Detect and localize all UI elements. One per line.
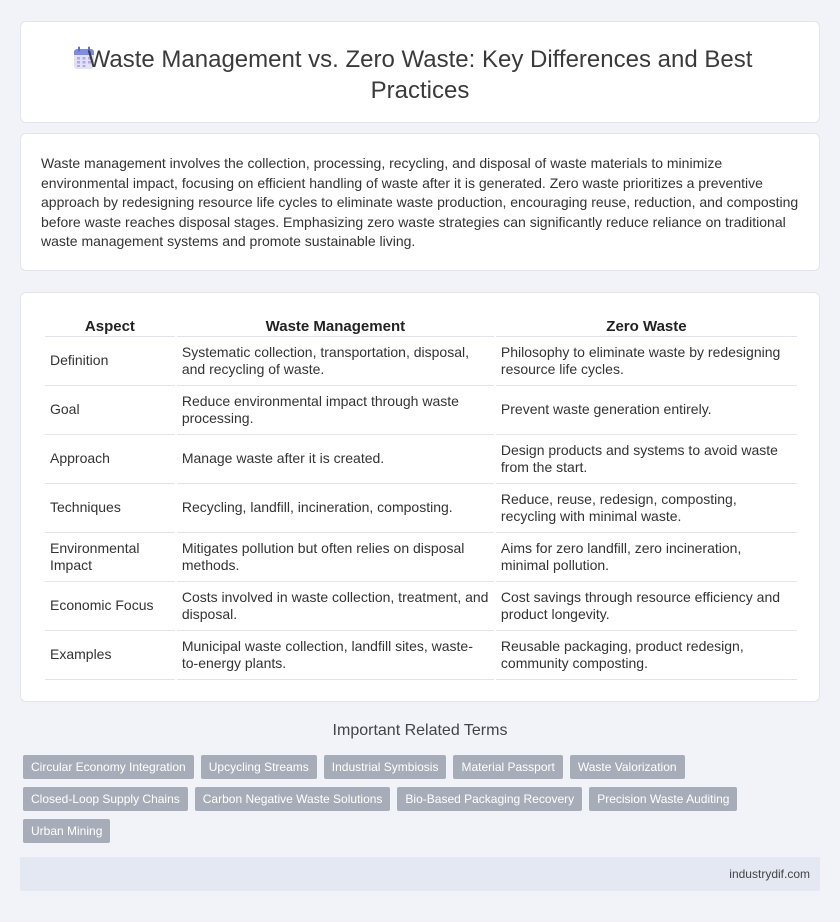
- related-terms-title: Important Related Terms: [332, 722, 508, 739]
- table-row: [45, 631, 797, 680]
- tag-row: [20, 819, 820, 851]
- tag-link[interactable]: Circular Economy Integration: [23, 755, 194, 779]
- tag-link[interactable]: Bio-Based Packaging Recovery: [397, 787, 582, 811]
- table-row: [45, 435, 797, 484]
- footer: [20, 857, 820, 891]
- tag-link[interactable]: Precision Waste Auditing: [589, 787, 737, 811]
- comparison-card: [20, 292, 820, 702]
- intro-paragraph: Waste management involves the collection, processing, recycling, and disposal of waste materials to minimize environmental impact, focusing on efficient handling of waste after it is generated. Zero waste prioritizes a preventive approach by redesigning resource life cycles to eliminate waste production, encouraging reuse, reduction, and composting before waste reaches disposal stages. Emphasizing zero waste strategies can significantly reduce reliance on traditional waste management systems and promote sustainable living.: [41, 155, 799, 250]
- tag-row: [20, 787, 820, 819]
- waste-management-cell: Reduce environmental impact through waste processing.: [177, 386, 494, 435]
- tag-link[interactable]: Upcycling Streams: [201, 755, 317, 779]
- table-row: [45, 386, 797, 435]
- zero-waste-cell: Reusable packaging, product redesign, community composting.: [496, 631, 797, 680]
- aspect-cell: Definition: [45, 337, 175, 386]
- table-row: [45, 533, 797, 582]
- aspect-cell: Goal: [45, 386, 175, 435]
- comparison-table: [43, 315, 799, 680]
- tag-link[interactable]: Closed-Loop Supply Chains: [23, 787, 188, 811]
- zero-waste-cell: Prevent waste generation entirely.: [496, 386, 797, 435]
- page-title: Waste Management vs. Zero Waste: Key Differences and Best Practices: [87, 46, 753, 104]
- zero-waste-cell: Design products and systems to avoid waste from the start.: [496, 435, 797, 484]
- aspect-cell: Environmental Impact: [45, 533, 175, 582]
- tag-link[interactable]: Carbon Negative Waste Solutions: [195, 787, 391, 811]
- table-row: [45, 582, 797, 631]
- table-header-row: [45, 315, 797, 337]
- aspect-cell: Approach: [45, 435, 175, 484]
- waste-management-cell: Manage waste after it is created.: [177, 435, 494, 484]
- waste-management-cell: Mitigates pollution but often relies on disposal methods.: [177, 533, 494, 582]
- intro-card: [20, 133, 820, 271]
- table-row: [45, 484, 797, 533]
- table-row: [45, 337, 797, 386]
- tag-link[interactable]: Urban Mining: [23, 819, 110, 843]
- aspect-cell: Techniques: [45, 484, 175, 533]
- tag-link[interactable]: Industrial Symbiosis: [324, 755, 447, 779]
- tag-row: [20, 755, 820, 787]
- tag-link[interactable]: Material Passport: [453, 755, 562, 779]
- title-card: [20, 21, 820, 123]
- waste-management-cell: Systematic collection, transportation, disposal, and recycling of waste.: [177, 337, 494, 386]
- footer-site-link[interactable]: industrydif.com: [729, 867, 810, 881]
- header-aspect: Aspect: [45, 315, 175, 337]
- related-terms-list: [20, 755, 820, 851]
- waste-management-cell: Recycling, landfill, incineration, composting.: [177, 484, 494, 533]
- aspect-cell: Examples: [45, 631, 175, 680]
- waste-management-cell: Municipal waste collection, landfill sites, waste-to-energy plants.: [177, 631, 494, 680]
- zero-waste-cell: Cost savings through resource efficiency and product longevity.: [496, 582, 797, 631]
- waste-management-cell: Costs involved in waste collection, treatment, and disposal.: [177, 582, 494, 631]
- header-zero-waste: Zero Waste: [496, 315, 797, 337]
- zero-waste-cell: Aims for zero landfill, zero incineration, minimal pollution.: [496, 533, 797, 582]
- aspect-cell: Economic Focus: [45, 582, 175, 631]
- header-waste-management: Waste Management: [177, 315, 494, 337]
- tag-link[interactable]: Waste Valorization: [570, 755, 685, 779]
- zero-waste-cell: Philosophy to eliminate waste by redesigning resource life cycles.: [496, 337, 797, 386]
- zero-waste-cell: Reduce, reuse, redesign, composting, recycling with minimal waste.: [496, 484, 797, 533]
